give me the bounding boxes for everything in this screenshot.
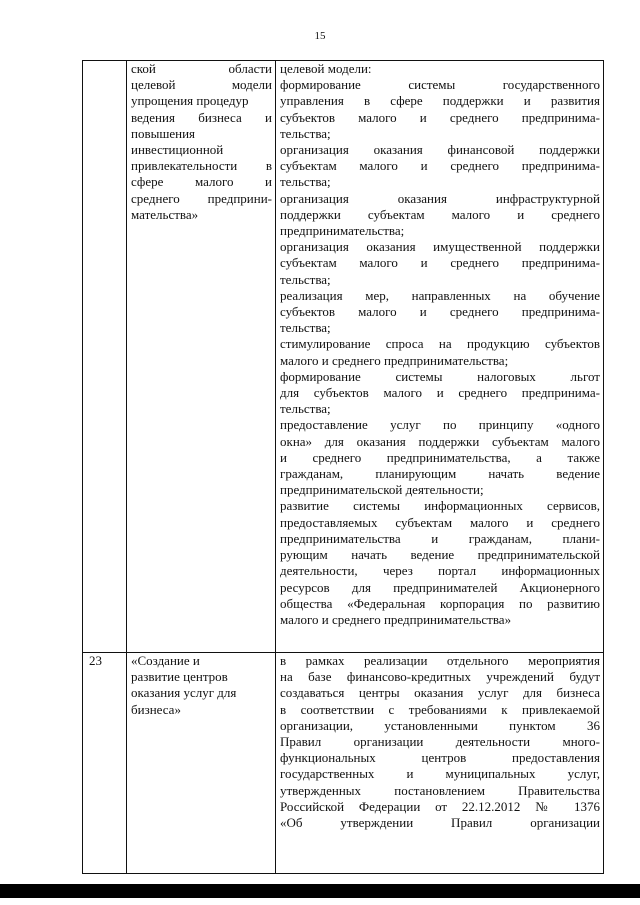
- text-line: целевой модели:: [280, 61, 372, 76]
- text-line: предоставляемых субъектам малого и среднего: [280, 514, 600, 530]
- measure-name-cell: [127, 61, 276, 653]
- text-line: в рамках реализации отдельного мероприятия: [280, 653, 600, 668]
- text-line: сфере малого и: [131, 174, 272, 190]
- text-line: управления в сфере поддержки и развития: [280, 93, 600, 109]
- text-line: ской области: [131, 61, 272, 76]
- text-line: на базе финансово-кредитных учреждений будут: [280, 669, 600, 685]
- text-line: бизнеса»: [131, 701, 181, 717]
- table-row: [83, 61, 604, 653]
- text-line: тельства;: [280, 271, 331, 287]
- text-line: функциональных центров предоставления: [280, 750, 600, 766]
- text-line: в соответствии с требованиями к привлекаемой: [280, 701, 600, 717]
- text-line: среднего предприни-: [131, 190, 272, 206]
- measure-description-cell: [276, 653, 604, 874]
- text-line: привлекательности в: [131, 158, 272, 174]
- text-line: Российской Федерации от 22.12.2012 № 1376: [280, 798, 600, 814]
- text-line: ведения бизнеса и: [131, 109, 272, 125]
- text-line: организация оказания имущественной поддержки: [280, 239, 600, 255]
- text-line: предоставление услуг по принципу «одного: [280, 417, 600, 433]
- measures-table: [82, 60, 604, 874]
- row-number-cell: 23: [83, 653, 127, 874]
- text-line: стимулирование спроса на продукцию субъектов: [280, 336, 600, 352]
- text-line: и среднего предпринимательства, а также: [280, 449, 600, 465]
- text-line: поддержки субъектам малого и среднего: [280, 206, 600, 222]
- scan-bottom-edge: [0, 884, 640, 898]
- text-line: формирование системы государственного: [280, 77, 600, 93]
- text-line: «Создание и: [131, 653, 200, 668]
- text-line: рующим начать ведение предпринимательской: [280, 547, 600, 563]
- text-line: для субъектов малого и среднего предпринима-: [280, 385, 600, 401]
- measure-name-cell: [127, 653, 276, 874]
- text-line: формирование системы налоговых льгот: [280, 368, 600, 384]
- text-line: предпринимательства и гражданам, плани-: [280, 530, 600, 546]
- table-row: [83, 653, 604, 874]
- text-line: предпринимательской деятельности;: [280, 482, 484, 498]
- text-line: общества «Федеральная корпорация по развитию: [280, 595, 600, 611]
- text-line: Правил организации деятельности много-: [280, 734, 600, 750]
- text-line: инвестиционной: [131, 142, 224, 158]
- text-line: гражданам, планирующим начать ведение: [280, 466, 600, 482]
- text-line: деятельности, через портал информационных: [280, 563, 600, 579]
- text-line: мательства»: [131, 206, 199, 222]
- text-line: развитие центров: [131, 669, 228, 685]
- text-line: развитие системы информационных сервисов,: [280, 498, 600, 514]
- text-line: целевой модели: [131, 77, 272, 93]
- row-number-cell: [83, 61, 127, 653]
- text-line: организация оказания финансовой поддержки: [280, 142, 600, 158]
- text-line: субъектов малого и среднего предпринима-: [280, 304, 600, 320]
- text-line: тельства;: [280, 125, 331, 141]
- text-line: «Об утверждении Правил организации: [280, 815, 600, 831]
- text-line: предпринимательства;: [280, 223, 405, 239]
- text-line: организации, установленными пунктом 36: [280, 717, 600, 733]
- page-number: 15: [314, 30, 326, 42]
- text-line: субъектам малого и среднего предпринима-: [280, 158, 600, 174]
- text-line: малого и среднего предпринимательства;: [280, 352, 509, 368]
- text-line: создаваться центры оказания услуг для бизнеса: [280, 685, 600, 701]
- text-line: тельства;: [280, 401, 331, 417]
- text-line: повышения: [131, 125, 196, 141]
- text-line: малого и среднего предпринимательства»: [280, 611, 512, 627]
- text-line: ресурсов для предпринимателей Акционерного: [280, 579, 600, 595]
- text-line: утвержденных постановлением Правительства: [280, 782, 600, 798]
- text-line: окна» для оказания поддержки субъектам малого: [280, 433, 600, 449]
- text-line: тельства;: [280, 174, 331, 190]
- text-line: реализация мер, направленных на обучение: [280, 287, 600, 303]
- text-line: оказания услуг для: [131, 685, 237, 701]
- text-line: тельства;: [280, 320, 331, 336]
- measure-description-cell: [276, 61, 604, 653]
- text-line: субъектам малого и среднего предпринима-: [280, 255, 600, 271]
- text-line: упрощения процедур: [131, 93, 249, 109]
- text-line: государственных и муниципальных услуг,: [280, 766, 600, 782]
- text-line: субъектов малого и среднего предпринима-: [280, 109, 600, 125]
- text-line: организация оказания инфраструктурной: [280, 190, 600, 206]
